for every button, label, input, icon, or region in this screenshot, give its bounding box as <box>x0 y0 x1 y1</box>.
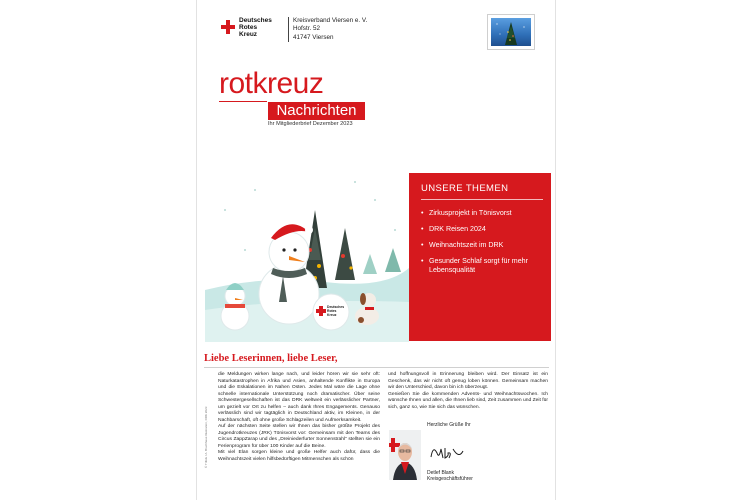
theme-item: • DRK Reisen 2024 <box>421 225 545 234</box>
issue-line: Ihr Mitgliederbrief Dezember 2023 <box>268 121 353 127</box>
themes-box <box>409 173 551 341</box>
masthead-title: rotkreuz <box>219 67 324 100</box>
postage-stamp <box>487 14 535 50</box>
badge-line: Kreuz <box>327 313 337 317</box>
side-credit <box>204 372 214 472</box>
signature <box>429 443 467 463</box>
org-line: Rotes <box>239 24 258 32</box>
address-line: 41747 Viersen <box>293 33 334 41</box>
letter-column-2 <box>388 372 548 411</box>
themes-rule <box>421 199 543 200</box>
author-signature-block <box>427 470 473 483</box>
red-cross-logo <box>221 20 235 34</box>
sender-address <box>293 17 367 42</box>
theme-item: • Gesunder Schlaf sorgt für mehr Lebensqualität <box>421 257 545 275</box>
closing-line: Herzliche Grüße Ihr <box>427 422 471 428</box>
letter-paragraph: Auf der nächsten Seite stellen wir Ihnen das bisher größte Projekt des Jugendrotkreuzes (JRK) Tönisvorst vor: Gemeinsam mit den Teams des Circus ZappZarap und des „Dreiniederfurter Sonnenstrahl“ stellten sie ein Ferienprogram für über 100 Kinder auf die Beine. <box>218 424 380 449</box>
letter-paragraph: die Meldungen wirken lange nach, und leider hören wir sie sehr oft: Naturkatastrophen in Afrika und Asien, anhaltende Konflikte in Europa und die Eskalationen im Nahen Osten. Jedes Mal wäre die Lage ohne schnelle internationale Unterstützung noch dramatischer. Über seine Schwestergesellschaften ist das DRK weltweit ein verlässlicher Partner, um gezielt vor Ort zu helfen – auch dank Ihres Engagements. Genauso verlässlich sind wir tagtäglich in Deutschland aktiv, im Kleinen, in der Nachbarschaft, oft ohne große Schlagzeilen und Aufmerksamkeit. <box>218 372 380 423</box>
address-line: Hofstr. 52 <box>293 25 320 33</box>
letter-paragraph: und hoffnungsvoll in Erinnerung bleiben wird. Der Einsatz ist ein Geschenk, das wir nicht oft genug loben können. Gemeinsam machen wir den Unterschied, davon bin ich überzeugt. <box>388 372 548 390</box>
newsletter-page <box>196 0 556 500</box>
header-divider <box>288 17 289 42</box>
stamp-image <box>491 18 531 46</box>
masthead-subtitle: Nachrichten <box>268 102 365 120</box>
theme-item: • Zirkusprojekt in Tönisvorst <box>421 209 545 218</box>
author-name: Detlef Blank <box>427 470 454 476</box>
masthead-rule <box>219 101 267 102</box>
winter-illustration <box>205 170 409 342</box>
letter-paragraph: Mit viel Elan sorgen kleine und große Helfer auch dafür, dass die Weihnachtszeit vielen hilfsbedürftigen Mitmenschen als schön <box>218 450 380 462</box>
themes-list <box>421 209 545 282</box>
themes-heading: UNSERE THEMEN <box>421 183 509 194</box>
letter-greeting: Liebe Leserinnen, liebe Leser, <box>204 353 338 364</box>
greeting-rule <box>204 367 549 368</box>
org-line: Kreuz <box>239 31 258 39</box>
author-photo <box>389 430 421 480</box>
org-name <box>239 17 272 39</box>
credit-text: © Trifels / A. Bruchhaus Illustration, DRK 2023 <box>204 406 208 468</box>
badge-line: Rotes <box>327 309 337 313</box>
letter-column-1 <box>218 372 380 463</box>
badge-line: Deutsches <box>327 305 345 309</box>
author-role: Kreisgeschäftsführer <box>427 476 473 483</box>
org-line: Deutsches <box>239 17 272 24</box>
letter-paragraph: Genießen Sie die kommenden Advents- und Weihnachtswochen. Ich wünsche Ihnen und allen, die Ihnen lieb sind, Zeit zusammen und Zeit für sich, ganz so, wie Sie sich das wünschen. <box>388 391 549 410</box>
address-line: Kreisverband Viersen e. V. <box>293 17 368 24</box>
theme-item: • Weihnachtszeit im DRK <box>421 241 545 250</box>
